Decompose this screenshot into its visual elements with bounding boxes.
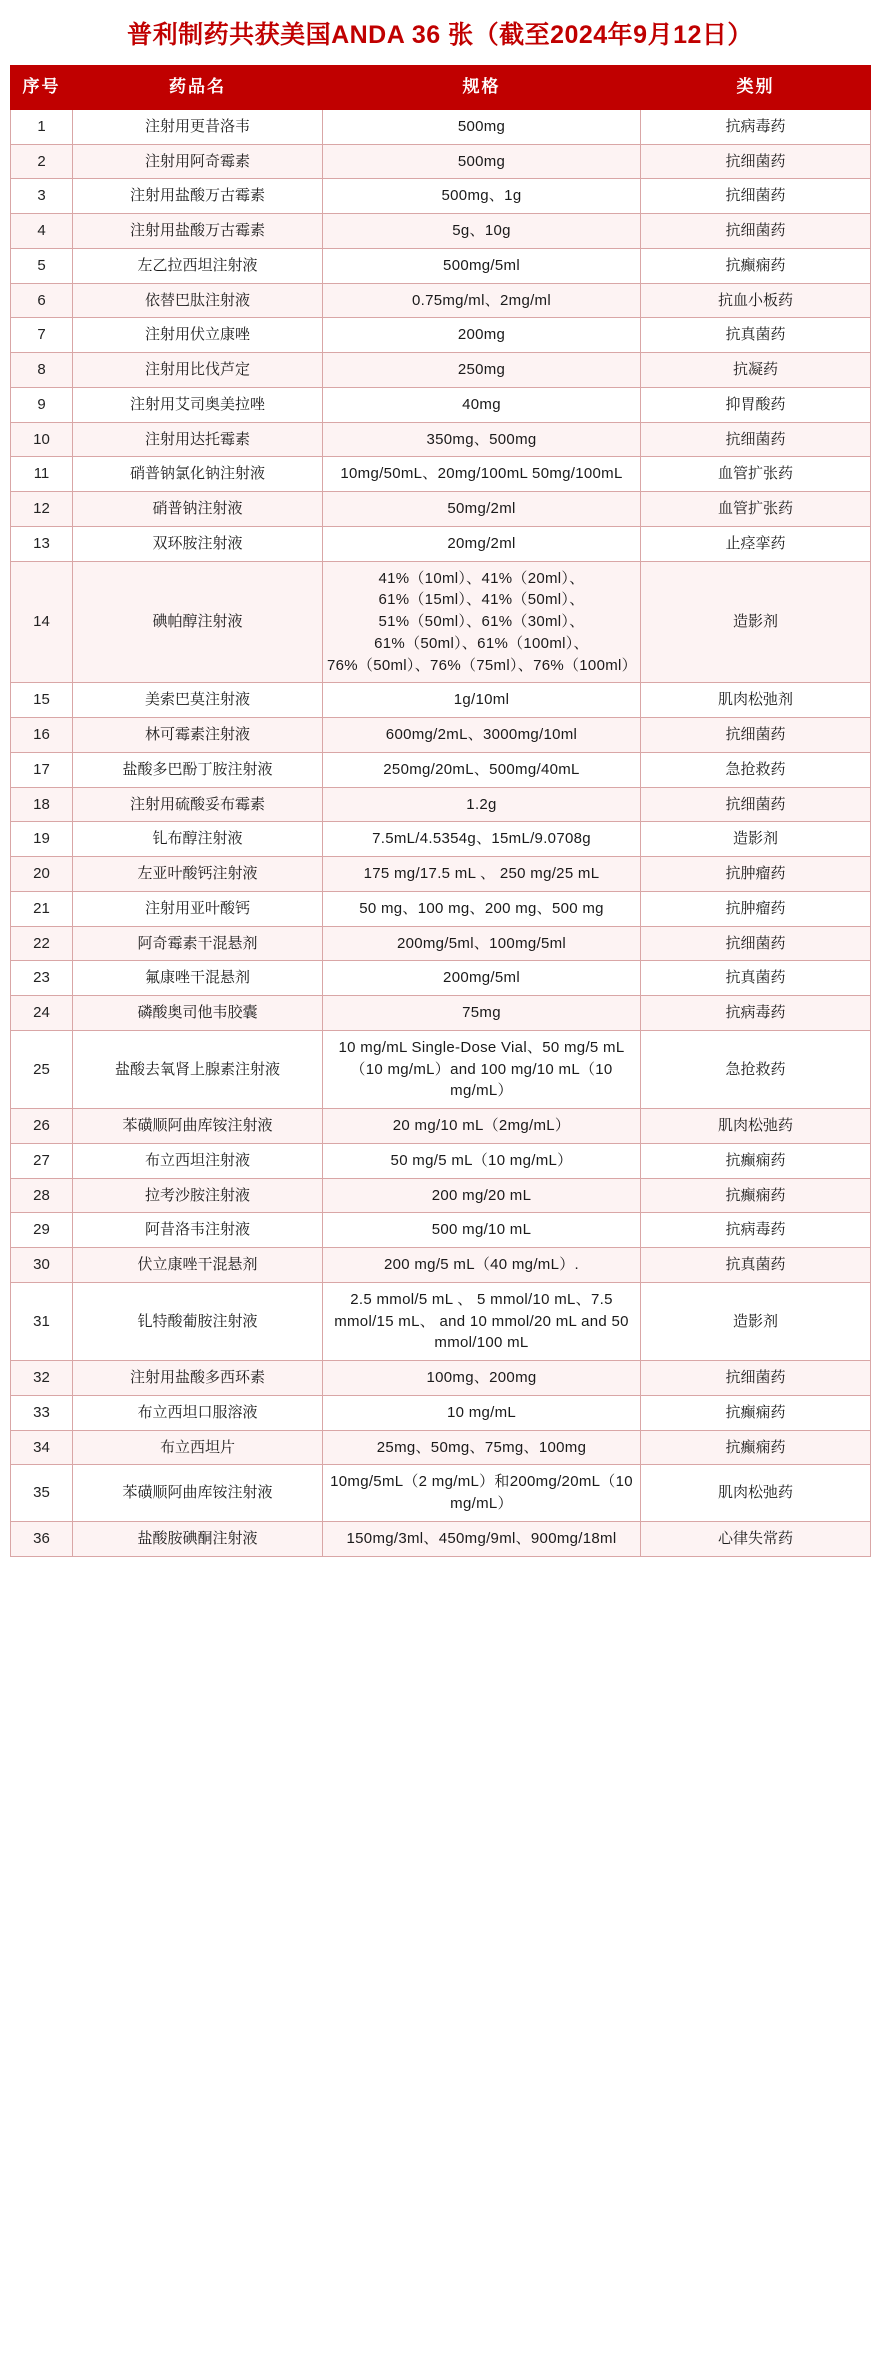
cell-category: 造影剂 bbox=[641, 561, 871, 683]
table-header-row bbox=[11, 66, 871, 110]
cell-category: 造影剂 bbox=[641, 822, 871, 857]
cell-category: 抗病毒药 bbox=[641, 109, 871, 144]
cell-index: 36 bbox=[11, 1521, 73, 1556]
cell-specification: 75mg bbox=[323, 996, 641, 1031]
table-row bbox=[11, 1282, 871, 1360]
cell-index: 15 bbox=[11, 683, 73, 718]
cell-category: 血管扩张药 bbox=[641, 457, 871, 492]
cell-category: 抑胃酸药 bbox=[641, 387, 871, 422]
cell-drug-name: 注射用伏立康唑 bbox=[73, 318, 323, 353]
table-row bbox=[11, 457, 871, 492]
cell-drug-name: 钆特酸葡胺注射液 bbox=[73, 1282, 323, 1360]
cell-specification: 41%（10ml）、41%（20ml）、61%（15ml）、41%（50ml）、51%（50ml）、61%（30ml）、61%（50ml）、61%（100ml）、76%（50ml）、76%（75ml）、76%（100ml） bbox=[323, 561, 641, 683]
cell-index: 35 bbox=[11, 1465, 73, 1522]
cell-specification: 50 mg、100 mg、200 mg、500 mg bbox=[323, 891, 641, 926]
cell-drug-name: 硝普钠氯化钠注射液 bbox=[73, 457, 323, 492]
cell-specification: 20mg/2ml bbox=[323, 526, 641, 561]
cell-specification: 1.2g bbox=[323, 787, 641, 822]
cell-drug-name: 碘帕醇注射液 bbox=[73, 561, 323, 683]
cell-specification: 10 mg/mL bbox=[323, 1395, 641, 1430]
table-row bbox=[11, 353, 871, 388]
cell-category: 抗癫痫药 bbox=[641, 1430, 871, 1465]
cell-index: 20 bbox=[11, 857, 73, 892]
cell-index: 12 bbox=[11, 492, 73, 527]
cell-category: 抗细菌药 bbox=[641, 179, 871, 214]
cell-drug-name: 注射用亚叶酸钙 bbox=[73, 891, 323, 926]
cell-category: 抗真菌药 bbox=[641, 1248, 871, 1283]
cell-category: 抗病毒药 bbox=[641, 996, 871, 1031]
table-row bbox=[11, 283, 871, 318]
cell-index: 28 bbox=[11, 1178, 73, 1213]
cell-category: 肌肉松弛剂 bbox=[641, 683, 871, 718]
cell-drug-name: 盐酸多巴酚丁胺注射液 bbox=[73, 752, 323, 787]
cell-category: 抗细菌药 bbox=[641, 422, 871, 457]
cell-drug-name: 美索巴莫注射液 bbox=[73, 683, 323, 718]
table-row bbox=[11, 1465, 871, 1522]
cell-drug-name: 注射用盐酸多西环素 bbox=[73, 1361, 323, 1396]
cell-drug-name: 注射用艾司奥美拉唑 bbox=[73, 387, 323, 422]
cell-category: 抗细菌药 bbox=[641, 926, 871, 961]
cell-drug-name: 左亚叶酸钙注射液 bbox=[73, 857, 323, 892]
cell-specification: 500 mg/10 mL bbox=[323, 1213, 641, 1248]
table-row bbox=[11, 109, 871, 144]
table-body bbox=[11, 109, 871, 1556]
column-header-drug-name: 药品名 bbox=[73, 66, 323, 110]
cell-drug-name: 左乙拉西坦注射液 bbox=[73, 248, 323, 283]
table-row bbox=[11, 787, 871, 822]
cell-specification: 100mg、200mg bbox=[323, 1361, 641, 1396]
cell-index: 25 bbox=[11, 1030, 73, 1108]
table-row bbox=[11, 1248, 871, 1283]
table-row bbox=[11, 318, 871, 353]
cell-specification: 250mg bbox=[323, 353, 641, 388]
cell-drug-name: 苯磺顺阿曲库铵注射液 bbox=[73, 1465, 323, 1522]
cell-specification: 500mg bbox=[323, 109, 641, 144]
cell-index: 33 bbox=[11, 1395, 73, 1430]
cell-index: 26 bbox=[11, 1109, 73, 1144]
cell-specification: 500mg、1g bbox=[323, 179, 641, 214]
cell-index: 11 bbox=[11, 457, 73, 492]
cell-index: 4 bbox=[11, 214, 73, 249]
cell-drug-name: 注射用硫酸妥布霉素 bbox=[73, 787, 323, 822]
table-row bbox=[11, 996, 871, 1031]
cell-specification: 25mg、50mg、75mg、100mg bbox=[323, 1430, 641, 1465]
cell-specification: 0.75mg/ml、2mg/ml bbox=[323, 283, 641, 318]
cell-category: 抗真菌药 bbox=[641, 318, 871, 353]
cell-drug-name: 硝普钠注射液 bbox=[73, 492, 323, 527]
cell-category: 抗癫痫药 bbox=[641, 1143, 871, 1178]
cell-drug-name: 阿奇霉素干混悬剂 bbox=[73, 926, 323, 961]
cell-drug-name: 注射用达托霉素 bbox=[73, 422, 323, 457]
cell-category: 急抢救药 bbox=[641, 752, 871, 787]
cell-index: 6 bbox=[11, 283, 73, 318]
cell-category: 止痉挛药 bbox=[641, 526, 871, 561]
cell-specification: 50mg/2ml bbox=[323, 492, 641, 527]
cell-drug-name: 依替巴肽注射液 bbox=[73, 283, 323, 318]
cell-drug-name: 注射用比伐芦定 bbox=[73, 353, 323, 388]
cell-specification: 10 mg/mL Single-Dose Vial、50 mg/5 mL（10 mg/mL）and 100 mg/10 mL（10 mg/mL） bbox=[323, 1030, 641, 1108]
cell-specification: 200 mg/20 mL bbox=[323, 1178, 641, 1213]
cell-category: 抗癫痫药 bbox=[641, 248, 871, 283]
cell-index: 24 bbox=[11, 996, 73, 1031]
table-row bbox=[11, 422, 871, 457]
cell-category: 心律失常药 bbox=[641, 1521, 871, 1556]
cell-specification: 500mg bbox=[323, 144, 641, 179]
cell-index: 23 bbox=[11, 961, 73, 996]
table-row bbox=[11, 1521, 871, 1556]
table-row bbox=[11, 1178, 871, 1213]
cell-category: 血管扩张药 bbox=[641, 492, 871, 527]
table-row bbox=[11, 1361, 871, 1396]
cell-drug-name: 盐酸去氧肾上腺素注射液 bbox=[73, 1030, 323, 1108]
cell-specification: 200mg bbox=[323, 318, 641, 353]
cell-category: 抗细菌药 bbox=[641, 787, 871, 822]
cell-index: 17 bbox=[11, 752, 73, 787]
cell-drug-name: 布立西坦片 bbox=[73, 1430, 323, 1465]
cell-drug-name: 注射用盐酸万古霉素 bbox=[73, 179, 323, 214]
cell-index: 5 bbox=[11, 248, 73, 283]
cell-index: 27 bbox=[11, 1143, 73, 1178]
table-row bbox=[11, 561, 871, 683]
table-row bbox=[11, 1395, 871, 1430]
table-row bbox=[11, 718, 871, 753]
cell-category: 抗真菌药 bbox=[641, 961, 871, 996]
cell-specification: 175 mg/17.5 mL 、 250 mg/25 mL bbox=[323, 857, 641, 892]
cell-drug-name: 双环胺注射液 bbox=[73, 526, 323, 561]
cell-drug-name: 注射用更昔洛韦 bbox=[73, 109, 323, 144]
cell-category: 抗细菌药 bbox=[641, 144, 871, 179]
cell-category: 抗病毒药 bbox=[641, 1213, 871, 1248]
cell-index: 10 bbox=[11, 422, 73, 457]
cell-category: 急抢救药 bbox=[641, 1030, 871, 1108]
cell-drug-name: 林可霉素注射液 bbox=[73, 718, 323, 753]
cell-category: 抗细菌药 bbox=[641, 1361, 871, 1396]
anda-table bbox=[10, 65, 871, 1556]
table-header bbox=[11, 66, 871, 110]
table-row bbox=[11, 822, 871, 857]
cell-specification: 500mg/5ml bbox=[323, 248, 641, 283]
cell-drug-name: 注射用盐酸万古霉素 bbox=[73, 214, 323, 249]
table-row bbox=[11, 248, 871, 283]
cell-specification: 200mg/5ml、100mg/5ml bbox=[323, 926, 641, 961]
table-row bbox=[11, 926, 871, 961]
table-row bbox=[11, 526, 871, 561]
cell-drug-name: 注射用阿奇霉素 bbox=[73, 144, 323, 179]
cell-index: 9 bbox=[11, 387, 73, 422]
cell-category: 肌肉松弛药 bbox=[641, 1109, 871, 1144]
table-row bbox=[11, 214, 871, 249]
cell-category: 抗细菌药 bbox=[641, 718, 871, 753]
cell-index: 8 bbox=[11, 353, 73, 388]
cell-index: 34 bbox=[11, 1430, 73, 1465]
table-row bbox=[11, 179, 871, 214]
cell-specification: 7.5mL/4.5354g、15mL/9.0708g bbox=[323, 822, 641, 857]
table-row bbox=[11, 1109, 871, 1144]
column-header-specification: 规格 bbox=[323, 66, 641, 110]
cell-index: 7 bbox=[11, 318, 73, 353]
cell-drug-name: 阿昔洛韦注射液 bbox=[73, 1213, 323, 1248]
cell-specification: 20 mg/10 mL（2mg/mL） bbox=[323, 1109, 641, 1144]
cell-index: 19 bbox=[11, 822, 73, 857]
table-row bbox=[11, 144, 871, 179]
cell-category: 抗凝药 bbox=[641, 353, 871, 388]
table-row bbox=[11, 857, 871, 892]
cell-specification: 600mg/2mL、3000mg/10ml bbox=[323, 718, 641, 753]
cell-specification: 2.5 mmol/5 mL 、 5 mmol/10 mL、7.5 mmol/15 mL、 and 10 mmol/20 mL and 50 mmol/100 mL bbox=[323, 1282, 641, 1360]
cell-index: 21 bbox=[11, 891, 73, 926]
cell-category: 造影剂 bbox=[641, 1282, 871, 1360]
table-row bbox=[11, 961, 871, 996]
cell-category: 肌肉松弛药 bbox=[641, 1465, 871, 1522]
cell-index: 18 bbox=[11, 787, 73, 822]
cell-drug-name: 布立西坦口服溶液 bbox=[73, 1395, 323, 1430]
cell-index: 2 bbox=[11, 144, 73, 179]
cell-drug-name: 氟康唑干混悬剂 bbox=[73, 961, 323, 996]
cell-specification: 10mg/5mL（2 mg/mL）和200mg/20mL（10 mg/mL） bbox=[323, 1465, 641, 1522]
cell-drug-name: 盐酸胺碘酮注射液 bbox=[73, 1521, 323, 1556]
cell-index: 32 bbox=[11, 1361, 73, 1396]
cell-index: 30 bbox=[11, 1248, 73, 1283]
cell-index: 1 bbox=[11, 109, 73, 144]
cell-index: 29 bbox=[11, 1213, 73, 1248]
cell-index: 3 bbox=[11, 179, 73, 214]
cell-index: 31 bbox=[11, 1282, 73, 1360]
cell-specification: 1g/10ml bbox=[323, 683, 641, 718]
table-row bbox=[11, 1213, 871, 1248]
cell-index: 16 bbox=[11, 718, 73, 753]
cell-specification: 10mg/50mL、20mg/100mL 50mg/100mL bbox=[323, 457, 641, 492]
table-row bbox=[11, 492, 871, 527]
page-title: 普利制药共获美国ANDA 36 张（截至2024年9月12日） bbox=[127, 21, 753, 49]
cell-drug-name: 磷酸奥司他韦胶囊 bbox=[73, 996, 323, 1031]
column-header-index: 序号 bbox=[11, 66, 73, 110]
table-row bbox=[11, 1030, 871, 1108]
cell-category: 抗癫痫药 bbox=[641, 1178, 871, 1213]
cell-category: 抗癫痫药 bbox=[641, 1395, 871, 1430]
cell-drug-name: 拉考沙胺注射液 bbox=[73, 1178, 323, 1213]
cell-drug-name: 伏立康唑干混悬剂 bbox=[73, 1248, 323, 1283]
cell-specification: 200 mg/5 mL（40 mg/mL）. bbox=[323, 1248, 641, 1283]
cell-specification: 5g、10g bbox=[323, 214, 641, 249]
cell-category: 抗肿瘤药 bbox=[641, 891, 871, 926]
cell-category: 抗肿瘤药 bbox=[641, 857, 871, 892]
table-row bbox=[11, 683, 871, 718]
table-row bbox=[11, 891, 871, 926]
table-row bbox=[11, 1143, 871, 1178]
cell-index: 22 bbox=[11, 926, 73, 961]
cell-category: 抗血小板药 bbox=[641, 283, 871, 318]
table-row bbox=[11, 752, 871, 787]
cell-specification: 250mg/20mL、500mg/40mL bbox=[323, 752, 641, 787]
cell-specification: 50 mg/5 mL（10 mg/mL） bbox=[323, 1143, 641, 1178]
column-header-category: 类别 bbox=[641, 66, 871, 110]
cell-drug-name: 钆布醇注射液 bbox=[73, 822, 323, 857]
cell-specification: 350mg、500mg bbox=[323, 422, 641, 457]
table-row bbox=[11, 1430, 871, 1465]
cell-drug-name: 布立西坦注射液 bbox=[73, 1143, 323, 1178]
cell-specification: 150mg/3ml、450mg/9ml、900mg/18ml bbox=[323, 1521, 641, 1556]
cell-specification: 40mg bbox=[323, 387, 641, 422]
cell-drug-name: 苯磺顺阿曲库铵注射液 bbox=[73, 1109, 323, 1144]
cell-index: 13 bbox=[11, 526, 73, 561]
cell-index: 14 bbox=[11, 561, 73, 683]
cell-specification: 200mg/5ml bbox=[323, 961, 641, 996]
table-row bbox=[11, 387, 871, 422]
cell-category: 抗细菌药 bbox=[641, 214, 871, 249]
